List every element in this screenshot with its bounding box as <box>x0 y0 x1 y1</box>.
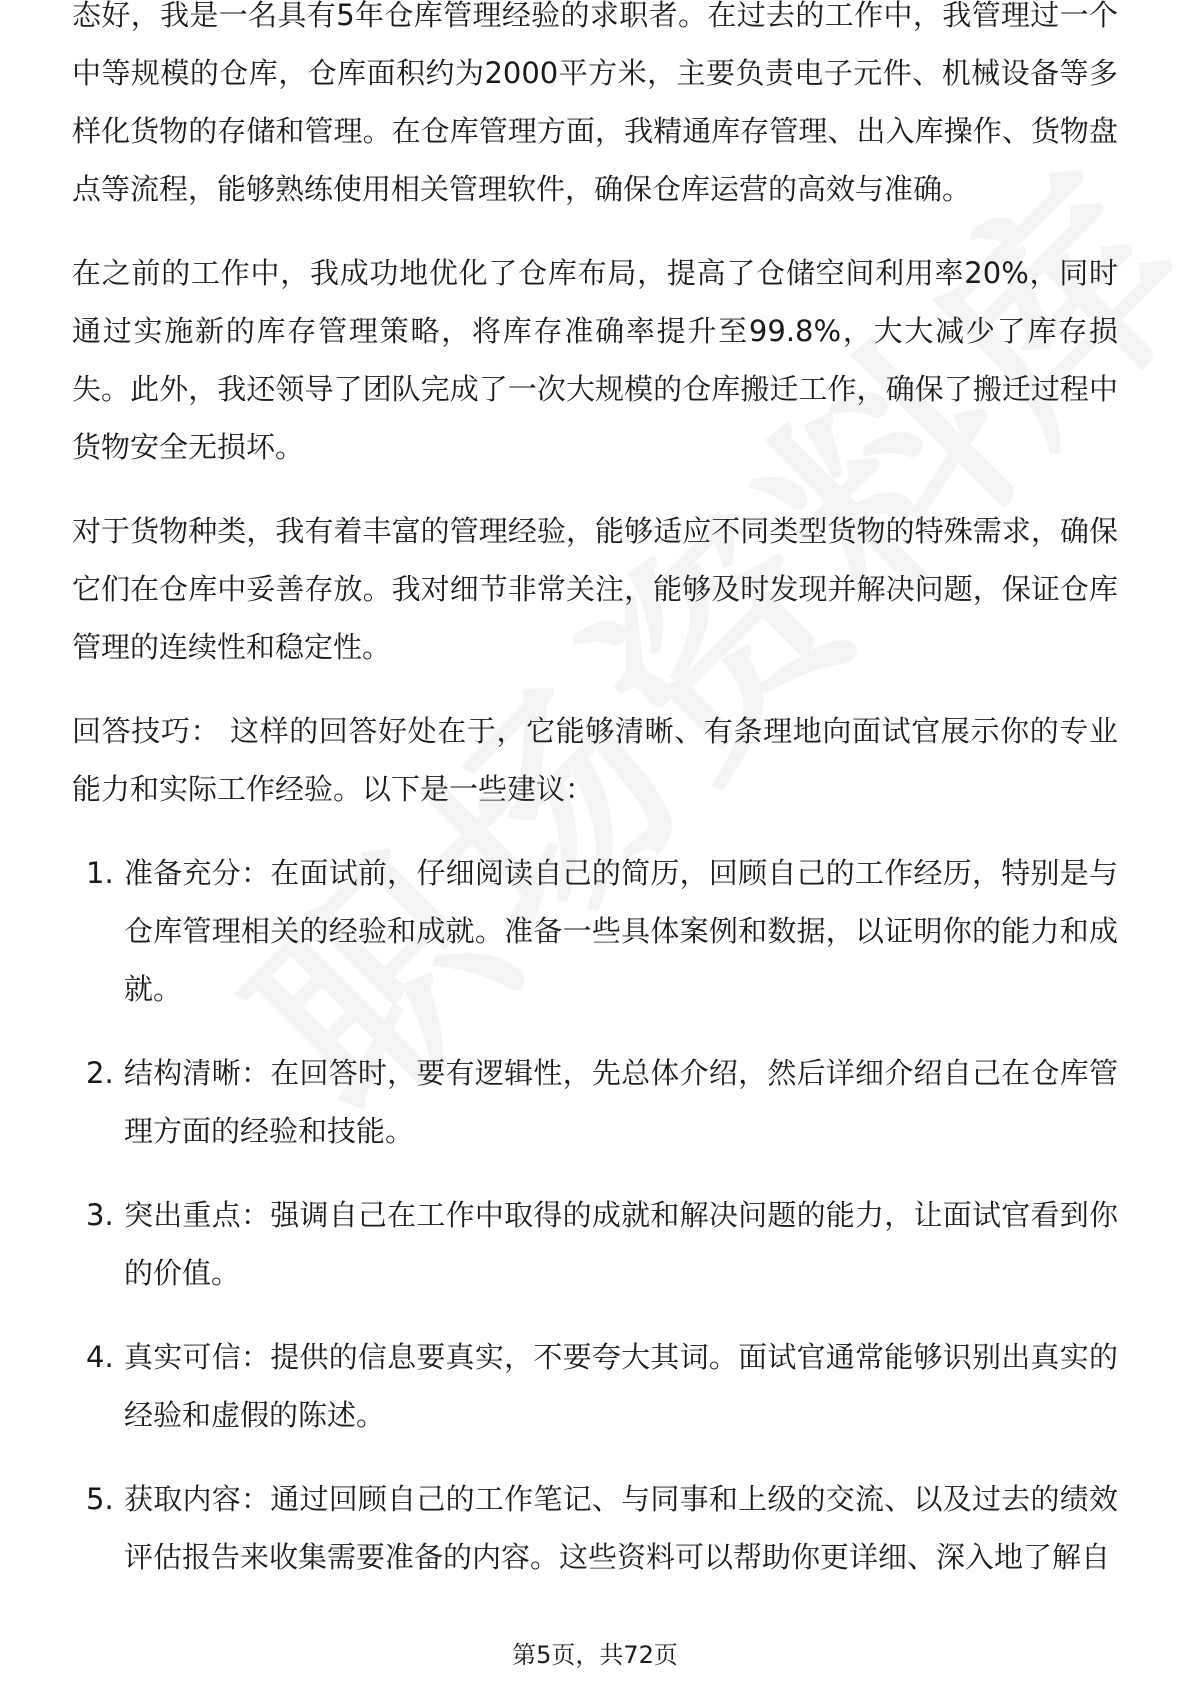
page-number-footer: 第5页，共72页 <box>512 1641 678 1669</box>
list-item-text: 真实可信：提供的信息要真实，不要夸大其词。面试官通常能够识别出真实的经验和虚假的陈述。 <box>124 1340 1118 1432</box>
list-item-number: 4. <box>86 1340 114 1374</box>
list-item <box>72 1186 1118 1302</box>
list-item-text: 结构清晰：在回答时，要有逻辑性，先总体介绍，然后详细介绍自己在仓库管理方面的经验和技能。 <box>124 1056 1118 1148</box>
list-item-number: 1. <box>86 856 114 890</box>
list-item-number: 2. <box>86 1056 114 1090</box>
paragraph-goods-types: 对于货物种类，我有着丰富的管理经验，能够适应不同类型货物的特殊需求，确保它们在仓库中妥善存放。我对细节非常关注，能够及时发现并解决问题，保证仓库管理的连续性和稳定性。 <box>72 514 1118 664</box>
list-item-number: 5. <box>86 1482 114 1516</box>
paragraph-answer-tips: 回答技巧： 这样的回答好处在于，它能够清晰、有条理地向面试官展示你的专业能力和实际工作经验。以下是一些建议： <box>72 714 1118 806</box>
paragraph-achievements: 在之前的工作中，我成功地优化了仓库布局，提高了仓储空间利用率20%，同时通过实施新的库存管理策略，将库存准确率提升至99.8%，大大减少了库存损失。此外，我还领导了团队完成了一次大规模的仓库搬迁工作，确保了搬迁过程中货物安全无损坏。 <box>72 256 1118 464</box>
document-body <box>72 0 1118 1612</box>
list-item <box>72 1044 1118 1160</box>
tips-list <box>72 844 1118 1586</box>
list-item <box>72 1470 1118 1586</box>
paragraph-intro: 态好，我是一名具有5年仓库管理经验的求职者。在过去的工作中，我管理过一个中等规模的仓库，仓库面积约为2000平方米，主要负责电子元件、机械设备等多样化货物的存储和管理。在仓库管理方面，我精通库存管理、出入库操作、货物盘点等流程，能够熟练使用相关管理软件，确保仓库运营的高效与准确。 <box>72 0 1118 206</box>
list-item <box>72 1328 1118 1444</box>
list-item-text: 准备充分：在面试前，仔细阅读自己的简历，回顾自己的工作经历，特别是与仓库管理相关的经验和成就。准备一些具体案例和数据，以证明你的能力和成就。 <box>124 856 1118 1006</box>
list-item-number: 3. <box>86 1198 114 1232</box>
list-item-text: 突出重点：强调自己在工作中取得的成就和解决问题的能力，让面试官看到你的价值。 <box>124 1198 1118 1290</box>
list-item <box>72 844 1118 1018</box>
list-item-text: 获取内容：通过回顾自己的工作笔记、与同事和上级的交流、以及过去的绩效评估报告来收集需要准备的内容。这些资料可以帮助你更详细、深入地了解自 <box>124 1482 1118 1574</box>
